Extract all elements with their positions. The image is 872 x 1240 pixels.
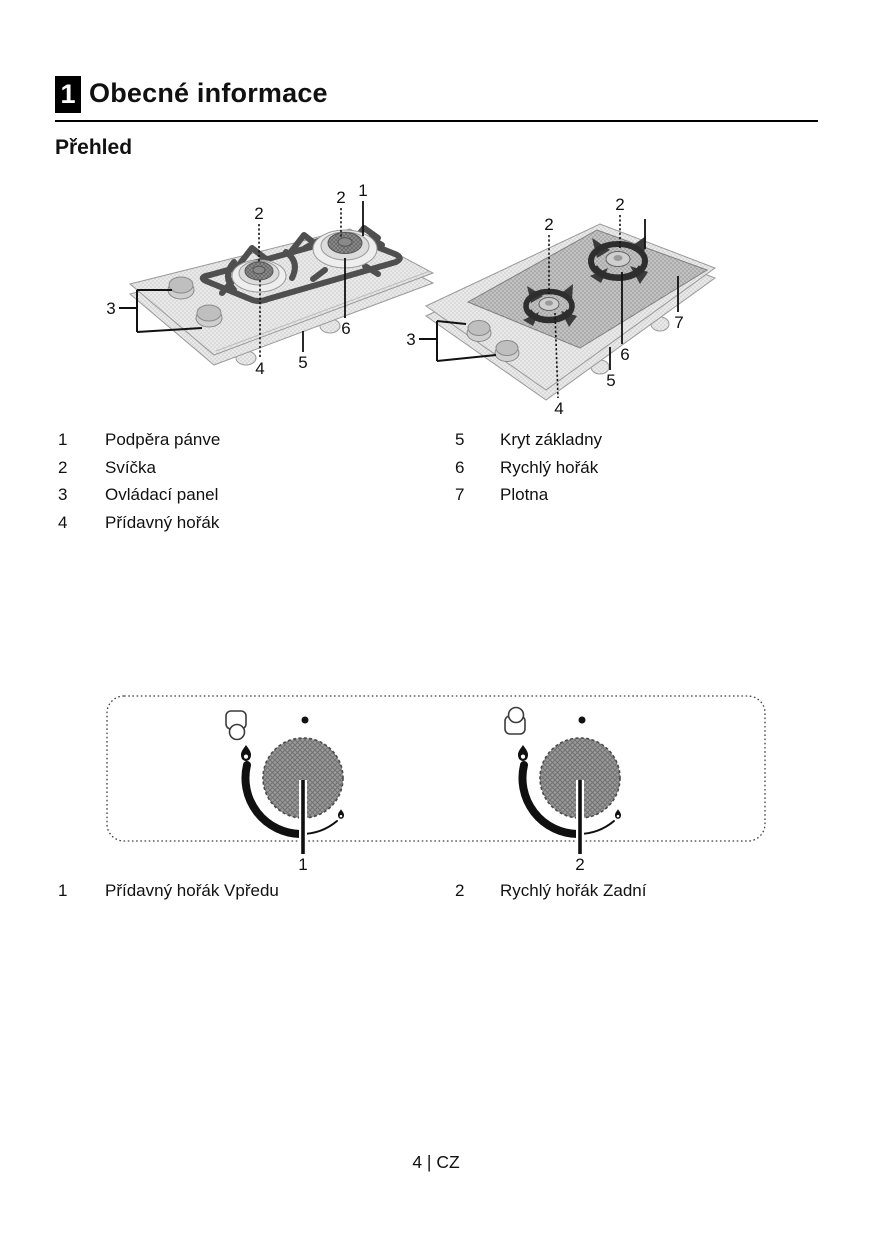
legend-label: Podpěra pánve	[105, 430, 221, 449]
page-title: Obecné informace	[89, 78, 328, 108]
legend-num: 1	[58, 881, 68, 900]
callout-label: 2	[336, 188, 346, 207]
legend-label: Plotna	[500, 485, 549, 504]
parts-legend-right	[455, 426, 602, 509]
control-knob	[168, 277, 194, 299]
knob-number: 1	[298, 855, 308, 874]
control-knob	[196, 305, 222, 327]
legend-num: 4	[58, 512, 68, 532]
section-number-box	[55, 76, 81, 113]
legend-label: Přídavný hořák Vpředu	[105, 881, 279, 900]
legend-item	[455, 454, 602, 482]
callout-label: 4	[255, 359, 265, 378]
legend-item	[58, 426, 220, 454]
legend-label: Rychlý hořák Zadní	[500, 881, 647, 900]
control-knob	[495, 341, 519, 362]
callout-label: 1	[358, 181, 368, 200]
aux-burner	[232, 260, 286, 292]
callout-label: 3	[406, 330, 416, 349]
figure-hob-wire-supports	[95, 175, 440, 400]
knob-number: 2	[575, 855, 585, 874]
callout-label: 7	[674, 313, 684, 332]
legend-item	[58, 481, 220, 509]
legend-item	[455, 877, 646, 905]
figure-control-panel	[100, 690, 772, 882]
knob-legend-left	[58, 877, 279, 905]
figure-hob-hotplate	[400, 185, 735, 425]
legend-label: Ovládací panel	[105, 485, 219, 504]
callout-label: 2	[544, 215, 554, 234]
callout-label: 5	[606, 371, 616, 390]
control-panel-outline	[107, 696, 765, 841]
control-knob	[467, 321, 491, 342]
legend-label: Kryt základny	[500, 430, 603, 449]
legend-item	[58, 877, 279, 905]
legend-num: 7	[455, 485, 465, 504]
legend-item	[455, 426, 602, 454]
legend-num: 5	[455, 430, 465, 449]
callout-label: 2	[615, 195, 625, 214]
parts-legend-left	[58, 426, 220, 536]
legend-num: 2	[58, 457, 68, 477]
callout-label: 5	[298, 353, 308, 372]
callout-label: 3	[106, 299, 116, 318]
callout-label: 4	[554, 399, 564, 418]
legend-num: 6	[455, 457, 465, 477]
title-rule	[55, 120, 818, 122]
legend-label: Svíčka	[105, 457, 157, 477]
callout-label: 2	[254, 204, 264, 223]
legend-item	[455, 481, 602, 509]
section-number: 1	[60, 79, 76, 109]
legend-label: Přídavný hořák	[105, 512, 220, 532]
legend-num: 3	[58, 485, 68, 504]
legend-num: 1	[58, 430, 68, 449]
legend-item	[58, 454, 220, 482]
legend-label: Rychlý hořák	[500, 457, 599, 477]
off-position-dot	[579, 717, 586, 724]
legend-num: 2	[455, 881, 465, 900]
section-subtitle: Přehled	[55, 136, 133, 159]
legend-item	[58, 509, 220, 537]
knob-legend-right	[455, 877, 646, 905]
callout-label: 6	[341, 319, 351, 338]
callout-label: 6	[620, 345, 630, 364]
page-footer: 4 | CZ	[412, 1152, 460, 1172]
off-position-dot	[302, 717, 309, 724]
